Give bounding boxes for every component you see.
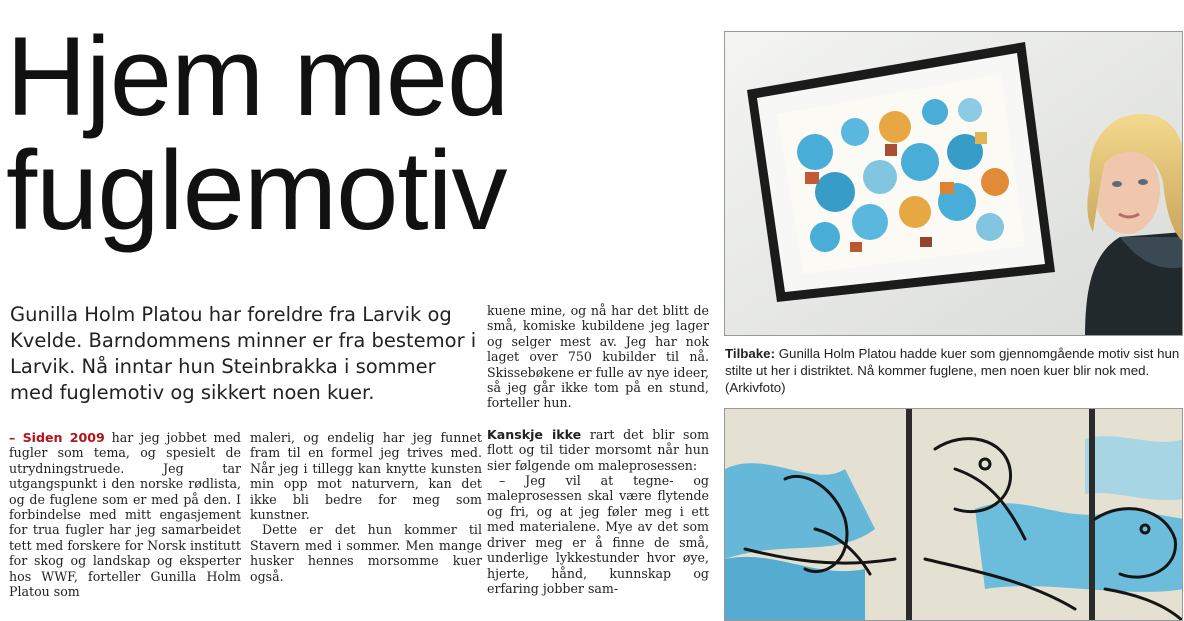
col3-paragraph-1: kuene mine, og nå har det blitt de små, komiske kubildene jeg lager og selger mest av. Jeg har nok laget over 750 kubilder til nå. Skissebøkene er fulle av nye ideer, så jeg går ikke tom på en stund, forteller hun. bbox=[487, 303, 709, 411]
bird-painting-illustration bbox=[725, 409, 1183, 621]
headline-line-2: fuglemotiv bbox=[6, 128, 507, 253]
col3-kicker: Kanskje ikke bbox=[487, 426, 582, 442]
body-column-2 bbox=[250, 430, 482, 621]
caption-text: Gunilla Holm Platou hadde kuer som gjennomgående motiv sist hun stilte ut her i distriktet. Nå kommer fuglene, men noen kuer blir nok med. (Arkivfoto) bbox=[725, 346, 1180, 395]
caption-label: Tilbake: bbox=[725, 346, 776, 361]
col2-paragraph-1: maleri, og endelig har jeg funnet fram til en formel jeg trives med. Når jeg i tillegg kan knytte kunsten min opp mot naturvern, kan det ikke bli bedre for meg som kunstner. bbox=[250, 430, 482, 523]
col1-kicker: – Siden 2009 bbox=[9, 430, 105, 445]
col1-text: har jeg jobbet med fugler som tema, og spesielt de utrydningstruede. Jeg tar utgangspunkt i den norske rødlista, og de fuglene som er med på den. I forbindelse med mitt engasjement for trua fugler har jeg samarbeidet tett med forskere for Norsk institutt for skog og landskap og eksperter hos WWF, forteller Gunilla Holm Platou som bbox=[9, 430, 241, 600]
col1-paragraph bbox=[9, 430, 241, 599]
bird-painting-photo bbox=[724, 408, 1183, 621]
headline bbox=[6, 14, 706, 253]
col3-paragraph-3: – Jeg vil at tegne- og maleprosessen skal være flytende og fri, og at jeg føler meg i ett med materialene. Mye av det som driver meg er å finne de små, underlige lykkestunder hvor øye, hjerte, hånd, kunnskap og erfaring jobber sam- bbox=[487, 473, 709, 596]
photo-caption bbox=[725, 345, 1184, 396]
headline-line-1: Hjem med bbox=[6, 14, 509, 139]
col2-paragraph-2: Dette er det hun kommer til Stavern med i sommer. Men mange husker hennes morsomme kuer også. bbox=[250, 522, 482, 584]
body-column-3 bbox=[487, 303, 709, 621]
lead-paragraph: Gunilla Holm Platou har foreldre fra Larvik og Kvelde. Barndommens minner er fra bestemor i Larvik. Nå inntar hun Steinbrakka i sommer med fuglemotiv og sikkert noen kuer. bbox=[10, 303, 477, 404]
artist-photo bbox=[724, 31, 1183, 336]
col3-paragraph-2 bbox=[487, 427, 709, 473]
body-column-1 bbox=[9, 430, 241, 621]
col3-paragraph-2-text: rart det blir som flott og til tider morsomt når hun sier følgende om maleprosessen: bbox=[487, 426, 709, 473]
artist-photo-illustration bbox=[725, 32, 1183, 336]
